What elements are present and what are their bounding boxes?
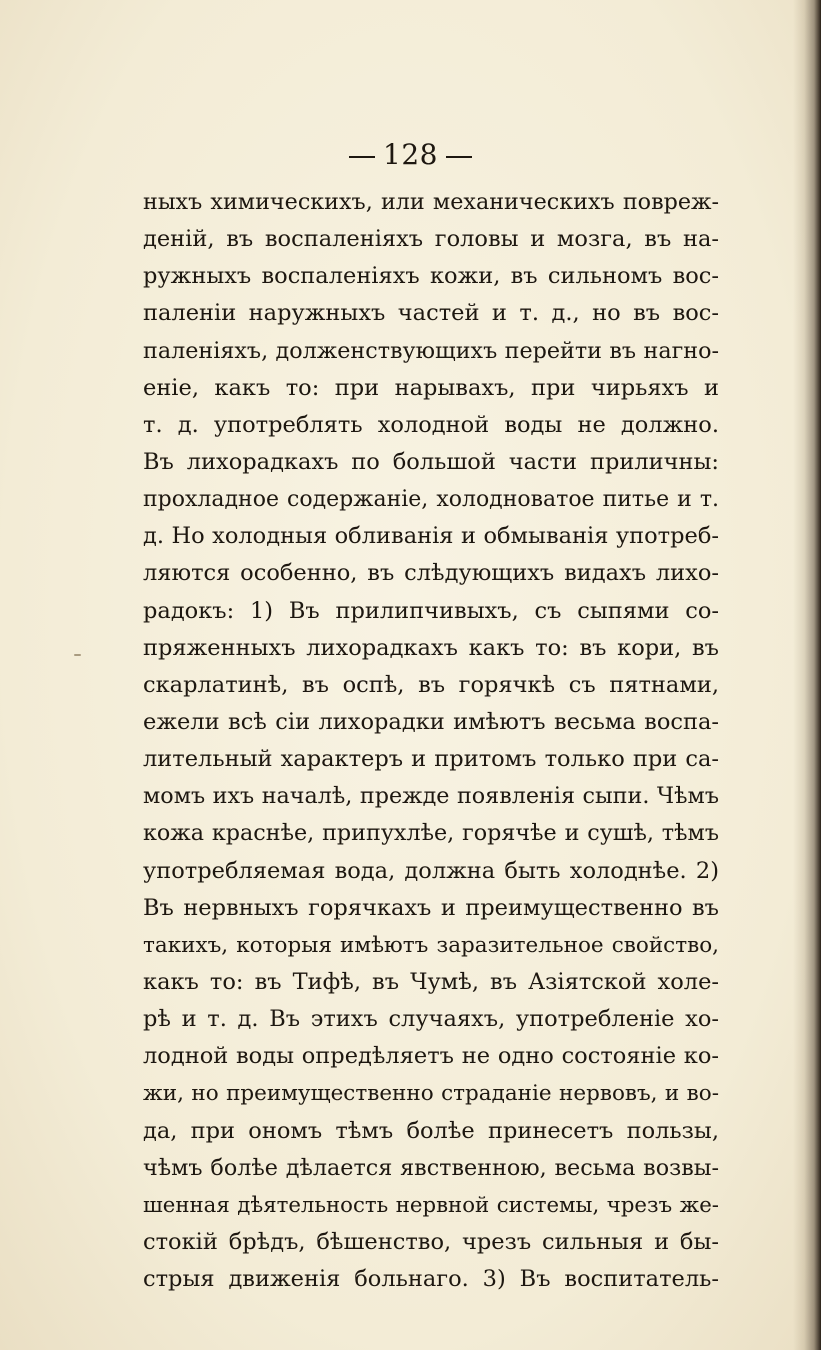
text-line: да, при ономъ тѣмъ болѣе принесетъ пользы, (143, 1117, 719, 1144)
left-dash (349, 156, 375, 158)
text-line: еніе, какъ то: при нарывахъ, при чирьяхъ и (143, 374, 719, 401)
text-line: скарлатинѣ, въ оспѣ, въ горячкѣ съ пятнами, (143, 671, 719, 698)
page-speck (74, 654, 81, 656)
text-line: Въ нервныхъ горячкахъ и преимущественно въ (143, 894, 719, 921)
text-line: паленіи наружныхъ частей и т. д., но въ вос- (143, 300, 719, 327)
text-line: ружныхъ воспаленіяхъ кожи, въ сильномъ вос- (143, 263, 719, 290)
text-line: кожа краснѣе, припухлѣе, горячѣе и сушѣ, тѣмъ (143, 820, 719, 847)
right-dash (446, 156, 472, 158)
text-line: Въ лихорадкахъ по большой части приличны: (143, 448, 719, 475)
text-line: паленіяхъ, долженствующихъ перейти въ нагно- (143, 337, 719, 364)
text-line: ляются особенно, въ слѣдующихъ видахъ лихо- (143, 560, 719, 587)
page-number-header (0, 139, 821, 171)
text-line: прохладное содержаніе, холодноватое питье и т. (143, 487, 719, 513)
text-line: какъ то: въ Тифѣ, въ Чумѣ, въ Азіятской холе- (143, 968, 719, 995)
text-line: лодной воды опредѣляетъ не одно состояніе ко- (143, 1043, 719, 1070)
text-line: такихъ, которыя имѣютъ заразительное свойство, (143, 932, 719, 958)
text-line: лительный характеръ и притомъ только при са- (143, 746, 719, 773)
text-line: стрыя движенія больнаго. 3) Въ воспитатель- (143, 1266, 719, 1293)
text-line: употребляемая вода, должна быть холоднѣе. 2) (143, 857, 719, 884)
text-line: момъ ихъ началѣ, прежде появленія сыпи. Чѣмъ (143, 783, 719, 810)
text-line: стокій брѣдъ, бѣшенство, чрезъ сильныя и бы- (143, 1228, 719, 1255)
body-text (143, 184, 719, 1298)
text-line: радокъ: 1) Въ прилипчивыхъ, съ сыпями со- (143, 597, 719, 624)
text-line: чѣмъ болѣе дѣлается явственною, весьма возвы- (143, 1154, 719, 1181)
text-line: рѣ и т. д. Въ этихъ случаяхъ, употребленіе хо- (143, 1006, 719, 1033)
page-edge-shadow (793, 0, 821, 1350)
text-line: жи, но преимущественно страданіе нервовъ, и во- (143, 1081, 719, 1107)
text-line: д. Но холодныя обливанія и обмыванія употреб- (143, 523, 719, 550)
text-line: пряженныхъ лихорадкахъ какъ то: въ кори, въ (143, 634, 719, 661)
text-line: т. д. употреблять холодной воды не должно. (143, 411, 719, 438)
text-line: ныхъ химическихъ, или механическихъ повреж- (143, 189, 719, 215)
text-line: шенная дѣятельность нервной системы, чрезъ же- (143, 1192, 719, 1218)
text-line: ежели всѣ сіи лихорадки имѣютъ весьма воспа- (143, 708, 719, 735)
text-line: деній, въ воспаленіяхъ головы и мозга, въ на- (143, 226, 719, 253)
page-number: 128 (383, 138, 438, 171)
